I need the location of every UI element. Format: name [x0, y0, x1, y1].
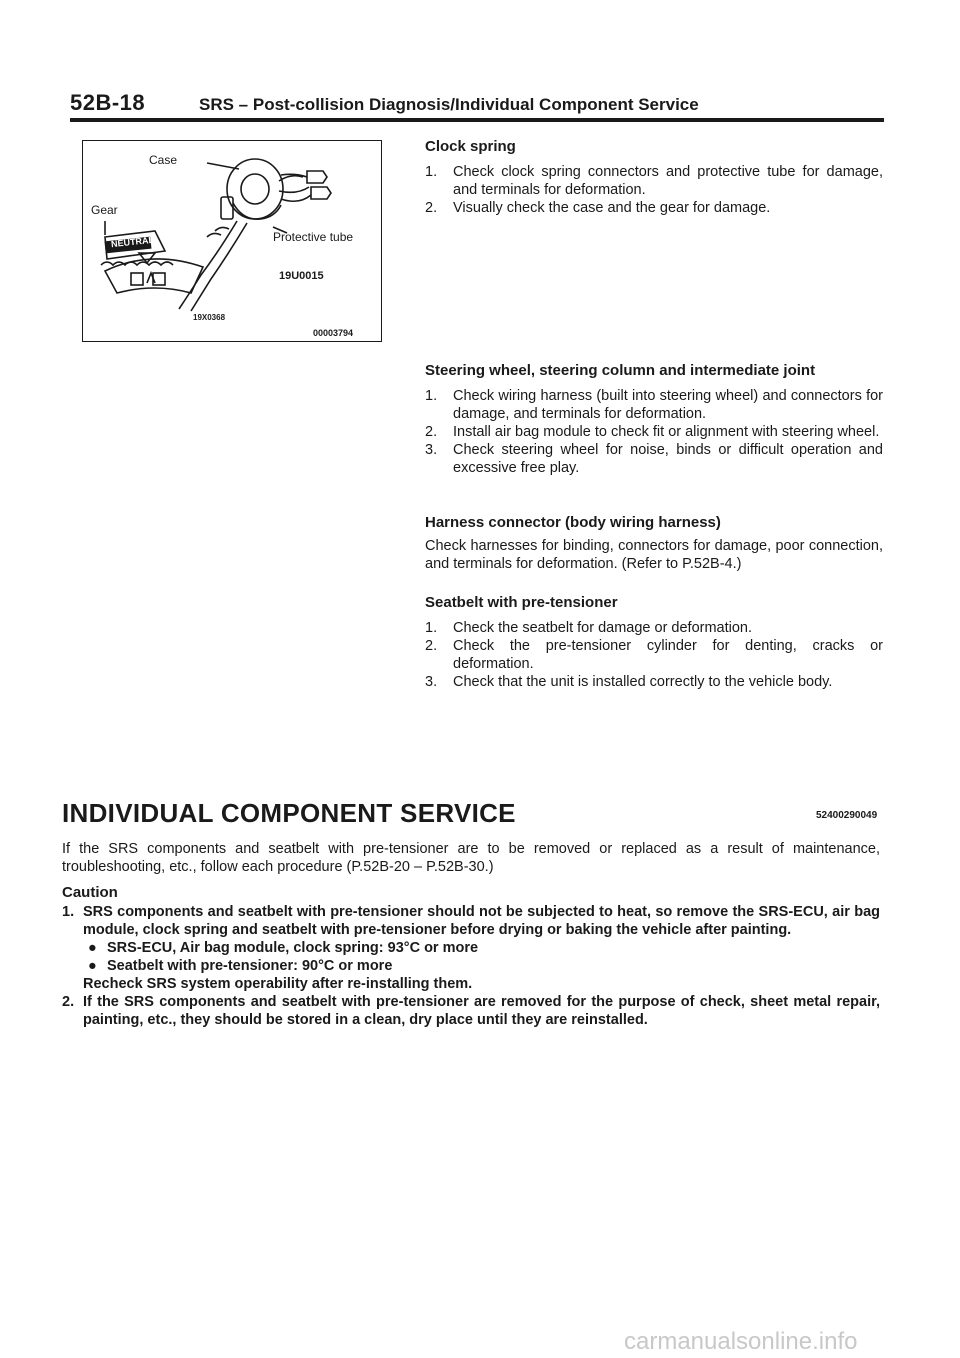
list-item: 3. Check steering wheel for noise, binds or difficult operation and excessive free play.: [425, 442, 883, 476]
list-item: 1. Check the seatbelt for damage or deformation.: [425, 620, 753, 636]
clock-spring-heading: Clock spring: [425, 138, 516, 155]
harness-text: Check harnesses for binding, connectors for damage, poor connection, and terminals for deformation. (Refer to P.52B-4.): [425, 538, 883, 572]
service-section: [62, 840, 880, 1029]
seatbelt-heading: Seatbelt with pre-tensioner: [425, 594, 618, 611]
list-item: ● Seatbelt with pre-tensioner: 90°C or more: [88, 958, 393, 974]
header-rule: [70, 118, 884, 122]
watermark: carmanualsonline.info: [624, 1328, 858, 1355]
list-item: 3. Check that the unit is installed correctly to the vehicle body.: [425, 674, 833, 690]
list-item: 2. Check the pre-tensioner cylinder for denting, cracks or deformation.: [425, 638, 883, 672]
caution-item-2: 2. If the SRS components and seatbelt with pre-tensioner are removed for the purpose of check, sheet metal repair, painting, etc., they should be stored in a clean, dry place until they are reinstalled.: [62, 994, 880, 1028]
figure-code-3: 00003794: [313, 328, 354, 338]
caution-item-1: 1. SRS components and seatbelt with pre-tensioner should not be subjected to heat, so remove the SRS-ECU, air bag module, clock spring and seatbelt with pre-tensioner before drying or baking the vehicle after painting. ● SRS-ECU, Air bag module, clock spring: 93°C or more ● Seatbelt with pre-tensioner: 90°C or more Recheck SRS system operability after re-installing them.: [62, 904, 880, 992]
list-item: 1. Check clock spring connectors and protective tube for damage, and terminals for deformation.: [425, 164, 883, 198]
service-intro: If the SRS components and seatbelt with pre-tensioner are to be removed or replaced as a result of maintenance, troubleshooting, etc., follow each procedure (P.52B-20 – P.52B-30.): [62, 841, 880, 875]
list-item: ● SRS-ECU, Air bag module, clock spring: 93°C or more: [88, 940, 479, 956]
section-code: 52400290049: [816, 810, 878, 821]
figure-code-2: 19X0368: [193, 313, 226, 322]
label-case: Case: [149, 153, 178, 167]
steering-section: [425, 362, 883, 477]
page-number: 52B-18: [70, 90, 146, 115]
list-item: 1. Check wiring harness (built into steering wheel) and connectors for damage, and terminals for deformation.: [425, 388, 883, 422]
steering-heading: Steering wheel, steering column and intermediate joint: [425, 362, 816, 379]
seatbelt-section: [425, 594, 883, 691]
clock-spring-figure: [82, 140, 382, 342]
section-heading: INDIVIDUAL COMPONENT SERVICE: [62, 798, 516, 828]
label-gear: Gear: [91, 203, 118, 217]
figure-code-1: 19U0015: [279, 270, 324, 282]
list-item: 2. Install air bag module to check fit or alignment with steering wheel.: [425, 424, 880, 440]
clock-spring-section: [425, 138, 883, 217]
harness-section: [425, 514, 883, 573]
page-title: SRS – Post-collision Diagnosis/Individual Component Service: [199, 95, 699, 114]
label-neutral: NEUTRAL: [110, 234, 155, 250]
label-protective-tube: Protective tube: [273, 230, 354, 244]
caution-heading: Caution: [62, 884, 118, 901]
harness-heading: Harness connector (body wiring harness): [425, 514, 721, 531]
recheck-note: Recheck SRS system operability after re-installing them.: [83, 976, 473, 992]
list-item: 2. Visually check the case and the gear for damage.: [425, 200, 771, 216]
